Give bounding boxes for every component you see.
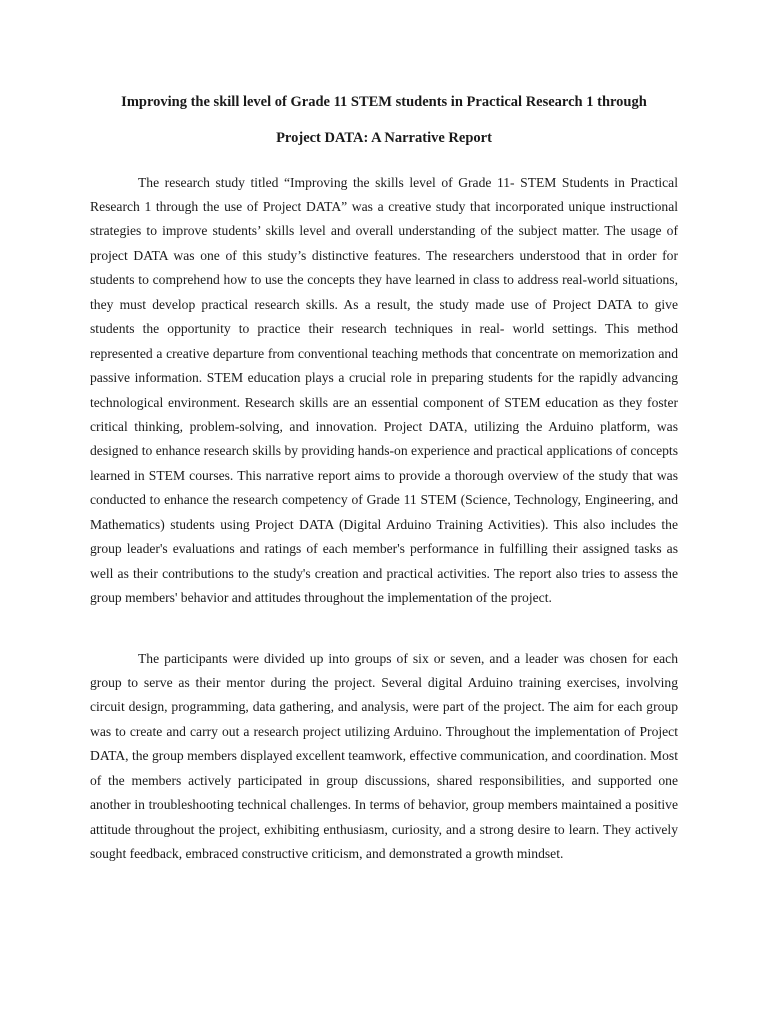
body-paragraph-1: The research study titled “Improving the skills level of Grade 11- STEM Students in Practical Research 1 through the use of Project DATA” was a creative study that incorporated unique instructional strategies to improve students’ skills level and overall understanding of the subject matter. The usage of project DATA was one of this study’s distinctive features. The researchers understood that in order for students to comprehend how to use the concepts they have learned in class to address real-world situations, they must develop practical research skills. As a result, the study made use of Project DATA to give students the opportunity to practice their research techniques in real- world settings. This method represented a creative departure from conventional teaching methods that concentrate on memorization and passive information. STEM education plays a crucial role in preparing students for the rapidly advancing technological environment. Research skills are an essential component of STEM education as they foster critical thinking, problem-solving, and innovation. Project DATA, utilizing the Arduino platform, was designed to enhance research skills by providing hands-on experience and practical applications of concepts learned in STEM courses. This narrative report aims to provide a thorough overview of the study that was conducted to enhance the research competency of Grade 11 STEM (Science, Technology, Engineering, and Mathematics) students using Project DATA (Digital Arduino Training Activities). This also includes the group leader's evaluations and ratings of each member's performance in fulfilling their assigned tasks as well as their contributions to the study's creation and practical activities. The report also tries to assess the group members' behavior and attitudes throughout the implementation of the project. (90, 174, 678, 606)
body-paragraph-2: The participants were divided up into groups of six or seven, and a leader was chosen for each group to serve as their mentor during the project. Several digital Arduino training exercises, involving circuit design, programming, data gathering, and analysis, were part of the project. The aim for each group was to create and carry out a research project utilizing Arduino. Throughout the implementation of Project DATA, the group members displayed excellent teamwork, effective communication, and coordination. Most of the members actively participated in group discussions, shared responsibilities, and supported one another in troubleshooting technical challenges. In terms of behavior, group members maintained a positive attitude throughout the project, exhibiting enthusiasm, curiosity, and a strong desire to learn. They actively sought feedback, embraced constructive criticism, and demonstrated a growth mindset. (90, 650, 678, 862)
report-title-line-2: Project DATA: A Narrative Report (276, 130, 492, 146)
report-title-line-1: Improving the skill level of Grade 11 STEM students in Practical Research 1 through (121, 94, 647, 110)
